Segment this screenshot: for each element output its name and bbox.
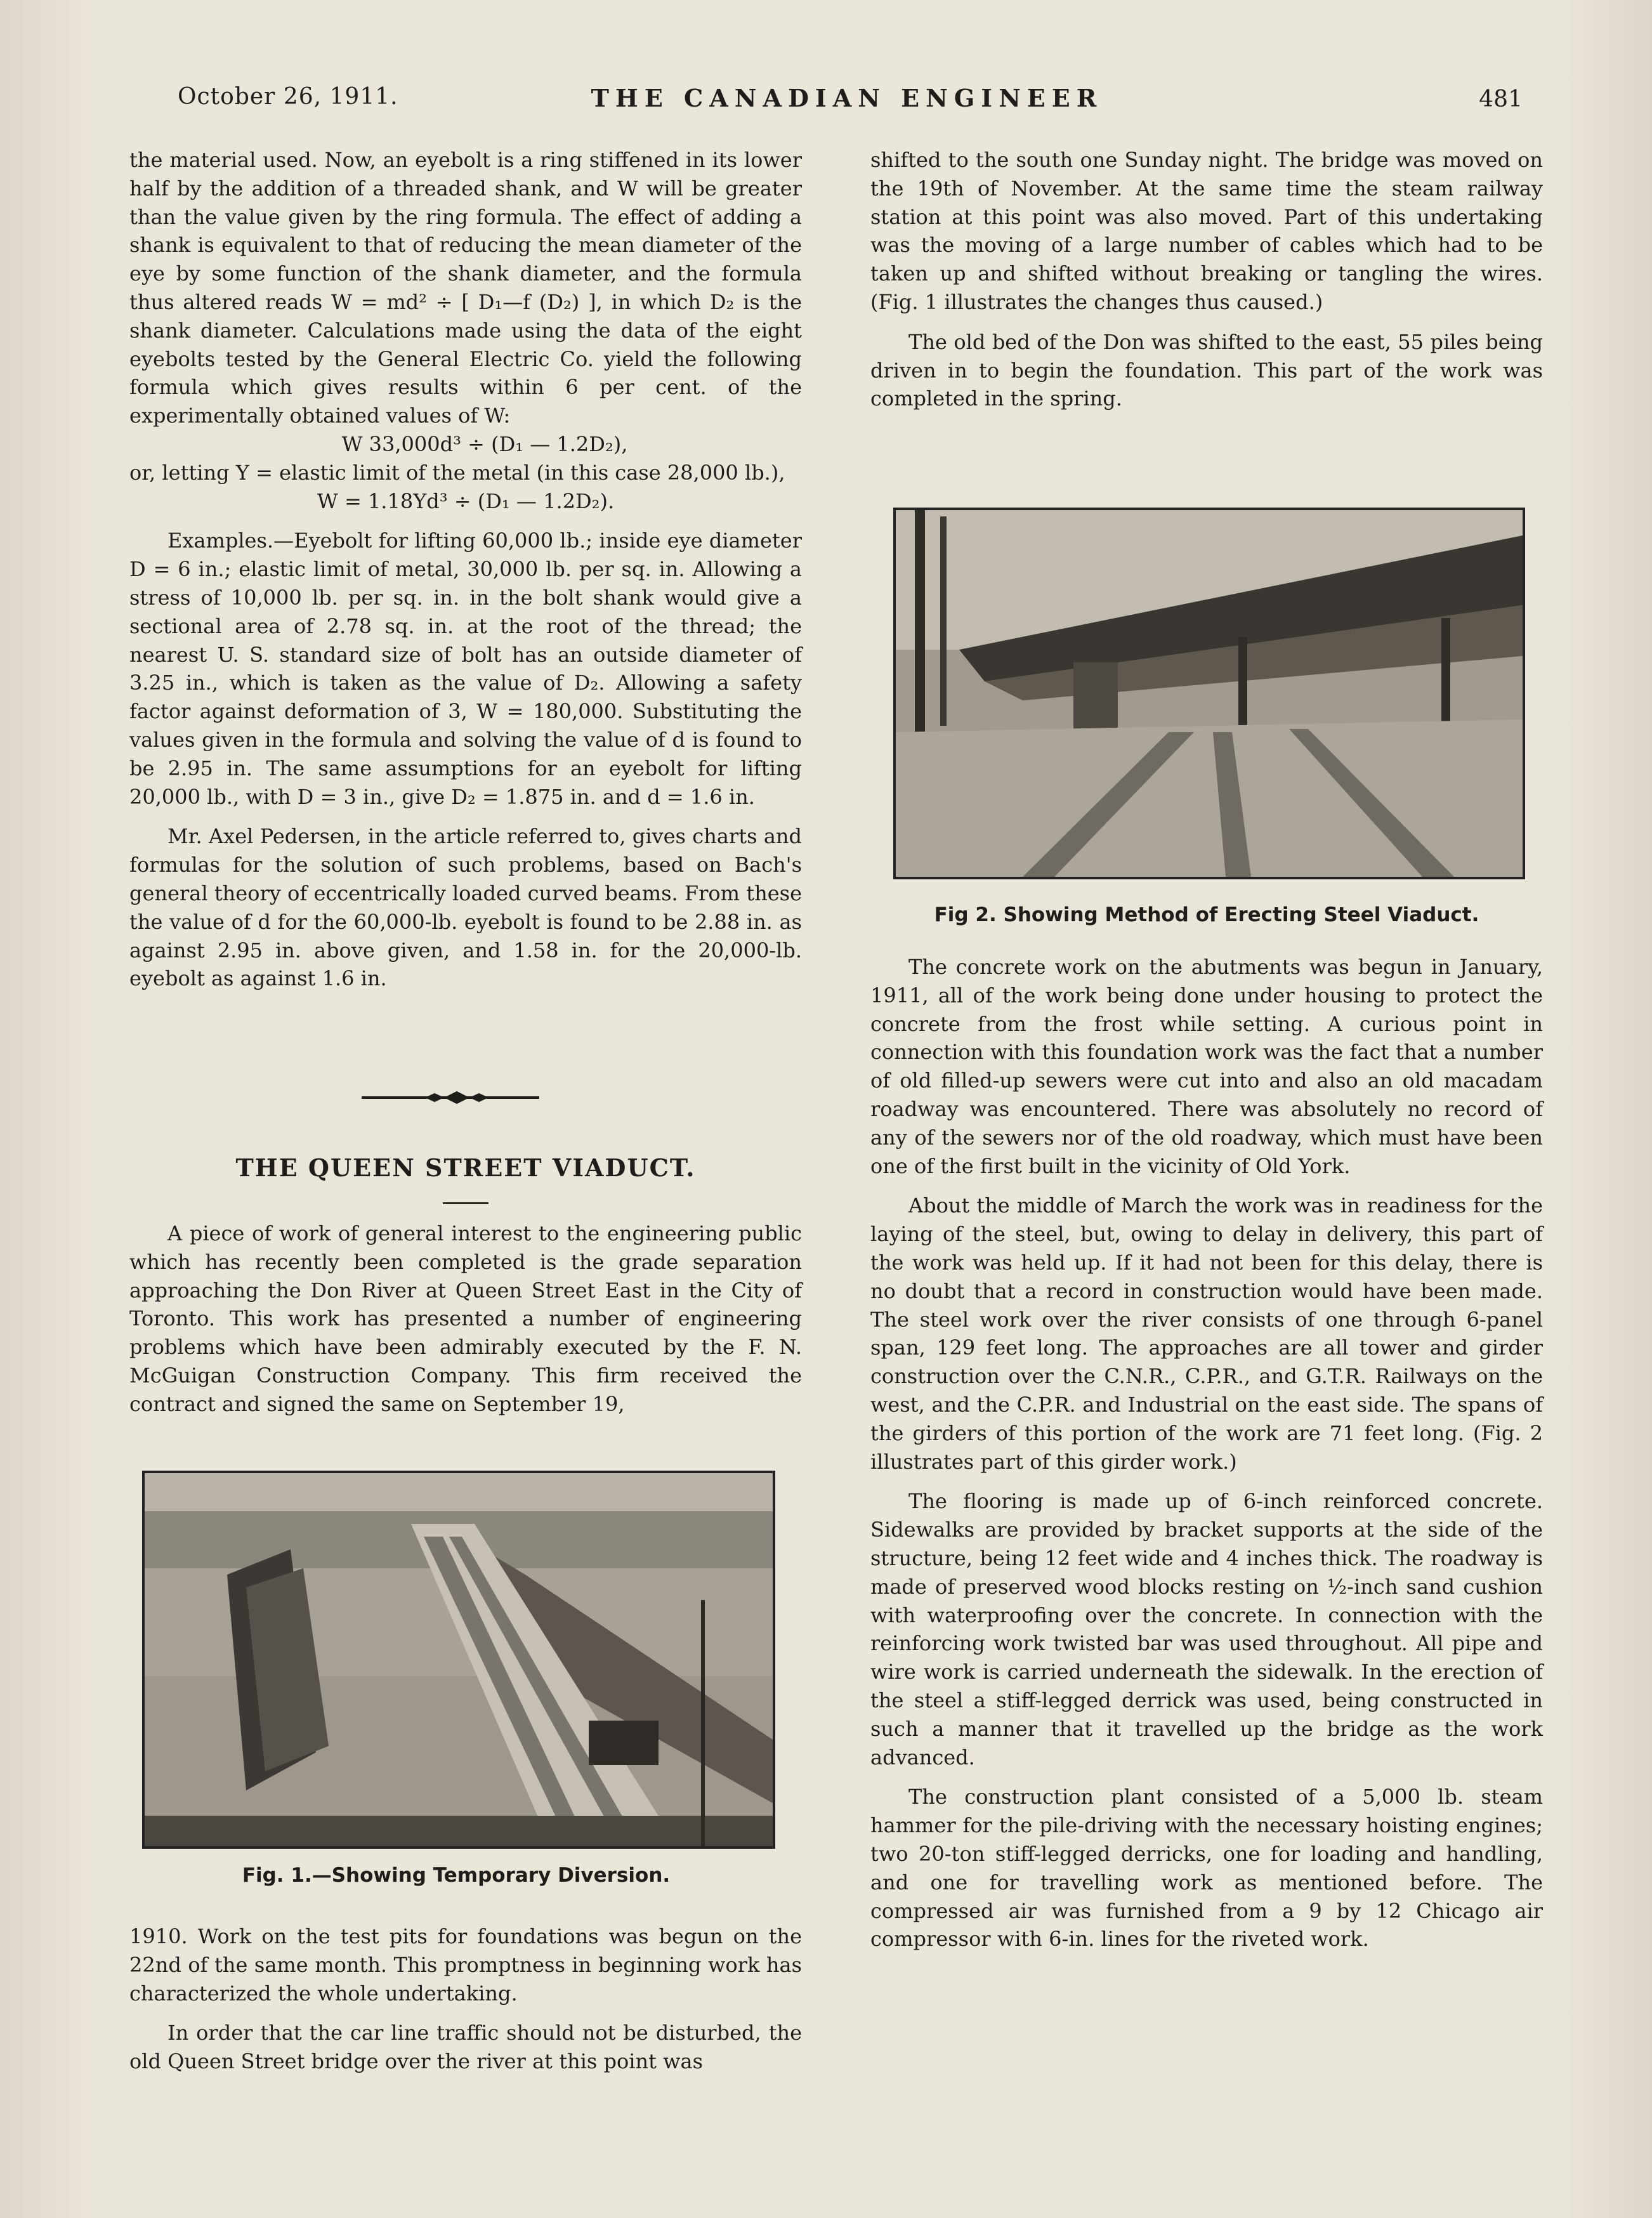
- article-intro: [129, 1219, 802, 1419]
- paragraph: The flooring is made up of 6-inch reinforced concrete. Sidewalks are provided by bracket supports at the side of the structure, being 12 feet wide and 4 inches thick. The roadway is made of preserved wood blocks resting on ½-inch sand cushion with waterproofing over the concrete. In connection with the reinforcing work twisted bar was used throughout. All pipe and wire work is carried underneath the sidewalk. In the erection of the steel a stiff-legged derrick was used, being constructed in such a manner that it travelled up the bridge as the work advanced.: [870, 1489, 1543, 1769]
- section-divider-ornament: [355, 1091, 546, 1104]
- figure-1-photo: [142, 1471, 775, 1849]
- figure-1-caption: Fig. 1.—Showing Temporary Diversion.: [242, 1864, 671, 1887]
- page-number: 481: [1479, 86, 1523, 112]
- left-column-text: [129, 146, 802, 993]
- article-continuation-left: [129, 1922, 802, 2076]
- formula: W = 1.18Yd³ ÷ (D₁ — 1.2D₂).: [317, 489, 615, 513]
- paragraph: A piece of work of general interest to the engineering public which has recently been completed is the grade separation approaching the Don River at Queen Street East in the City of Toronto. This work has presented a number of engineering problems which have been admirably executed by the F. N. McGuigan Construction Company. This firm received the contract and signed the same on September 19,: [129, 1221, 802, 1416]
- paragraph: the material used. Now, an eyebolt is a ring stiffened in its lower half by the addition of a threaded shank, and W will be greater than the value given by the ring formula. The effect of adding a shank is equivalent to that of reducing the mean diameter of the eye by some function of the shank diameter, and the formula thus altered reads W = md² ÷ [ D₁—f (D₂) ], in which D₂ is the shank diameter. Calculations made using the data of the eight eyebolts tested by the General Electric Co. yield the following formula which gives results within 6 per cent. of the experimentally obtained values of W:: [129, 148, 802, 428]
- paragraph: Mr. Axel Pedersen, in the article referred to, gives charts and formulas for the solution of such problems, based on Bach's general theory of eccentrically loaded curved beams. From these the value of d for the 60,000-lb. eyebolt is found to be 2.88 in. as against 2.95 in. above given, and 1.58 in. for the 20,000-lb. eyebolt as against 1.6 in.: [129, 824, 802, 991]
- paragraph: In order that the car line traffic should not be disturbed, the old Queen Street bridge over the river at this point was: [129, 2021, 802, 2074]
- figure-2-photo: [893, 508, 1525, 879]
- paragraph: The concrete work on the abutments was begun in January, 1911, all of the work being done under housing to protect the concrete from the frost while setting. A curious point in connection with this foundation work was the fact that a number of old filled-up sewers were cut into and also an old macadam roadway was encountered. There was absolutely no record of any of the sewers nor of the old roadway, which must have been one of the first built in the vicinity of Old York.: [870, 955, 1543, 1178]
- paragraph: or, letting Y = elastic limit of the metal (in this case 28,000 lb.),: [129, 460, 785, 485]
- formula: W 33,000d³ ÷ (D₁ — 1.2D₂),: [341, 431, 628, 456]
- figure-2-caption: Fig 2. Showing Method of Erecting Steel Viaduct.: [934, 903, 1479, 926]
- journal-title: THE CANADIAN ENGINEER: [591, 84, 1103, 112]
- article-title: THE QUEEN STREET VIADUCT.: [235, 1153, 696, 1182]
- paragraph: The construction plant consisted of a 5,000 lb. steam hammer for the pile-driving with the necessary hoisting engines; two 20-ton stiff-legged derricks, one for loading and handling, and one for travelling work as mentioned before. The compressed air was furnished from a 9 by 12 Chicago air compressor with 6-in. lines for the riveted work.: [870, 1785, 1543, 1952]
- paragraph: Examples.—Eyebolt for lifting 60,000 lb.; inside eye diameter D = 6 in.; elastic limit of metal, 30,000 lb. per sq. in. Allowing a stress of 10,000 lb. per sq. in. in the bolt shank would give a sectional area of 2.78 sq. in. at the root of the thread; the nearest U. S. standard size of bolt has an outside diameter of 3.25 in., which is taken as the value of D₂. Allowing a safety factor against deformation of 3, W = 180,000. Substituting the values given in the formula and solving the value of d is found to be 2.95 in. The same assumptions for an eyebolt for lifting 20,000 lb., with D = 3 in., give D₂ = 1.875 in. and d = 1.6 in.: [129, 528, 802, 809]
- paragraph: The old bed of the Don was shifted to the east, 55 piles being driven in to begin the foundation. This part of the work was completed in the spring.: [870, 329, 1543, 411]
- paragraph: shifted to the south one Sunday night. The bridge was moved on the 19th of November. At the same time the steam railway station at this point was also moved. Part of this undertaking was the moving of a large number of cables which had to be taken up and shifted without breaking or tangling the wires. (Fig. 1 illustrates the changes thus caused.): [870, 148, 1543, 314]
- page-header: [171, 84, 1523, 122]
- right-column-text-top: [870, 146, 1543, 413]
- paragraph: About the middle of March the work was in readiness for the laying of the steel, but, owing to delay in delivery, this part of the work was held up. If it had not been for this delay, there is no doubt that a record in construction would have been made. The steel work over the river consists of one through 6-panel span, 129 feet long. The approaches are all tower and girder construction over the C.N.R., C.P.R., and G.T.R. Railways on the west, and the C.P.R. and Industrial on the east side. The spans of the girders of this portion of the work are 71 feet long. (Fig. 2 illustrates part of this girder work.): [870, 1193, 1543, 1474]
- title-rule: [443, 1202, 488, 1204]
- right-column-text-bottom: [870, 953, 1543, 1953]
- issue-date: October 26, 1911.: [178, 84, 398, 110]
- paragraph: 1910. Work on the test pits for foundations was begun on the 22nd of the same month. This promptness in beginning work has characterized the whole undertaking.: [129, 1924, 802, 2005]
